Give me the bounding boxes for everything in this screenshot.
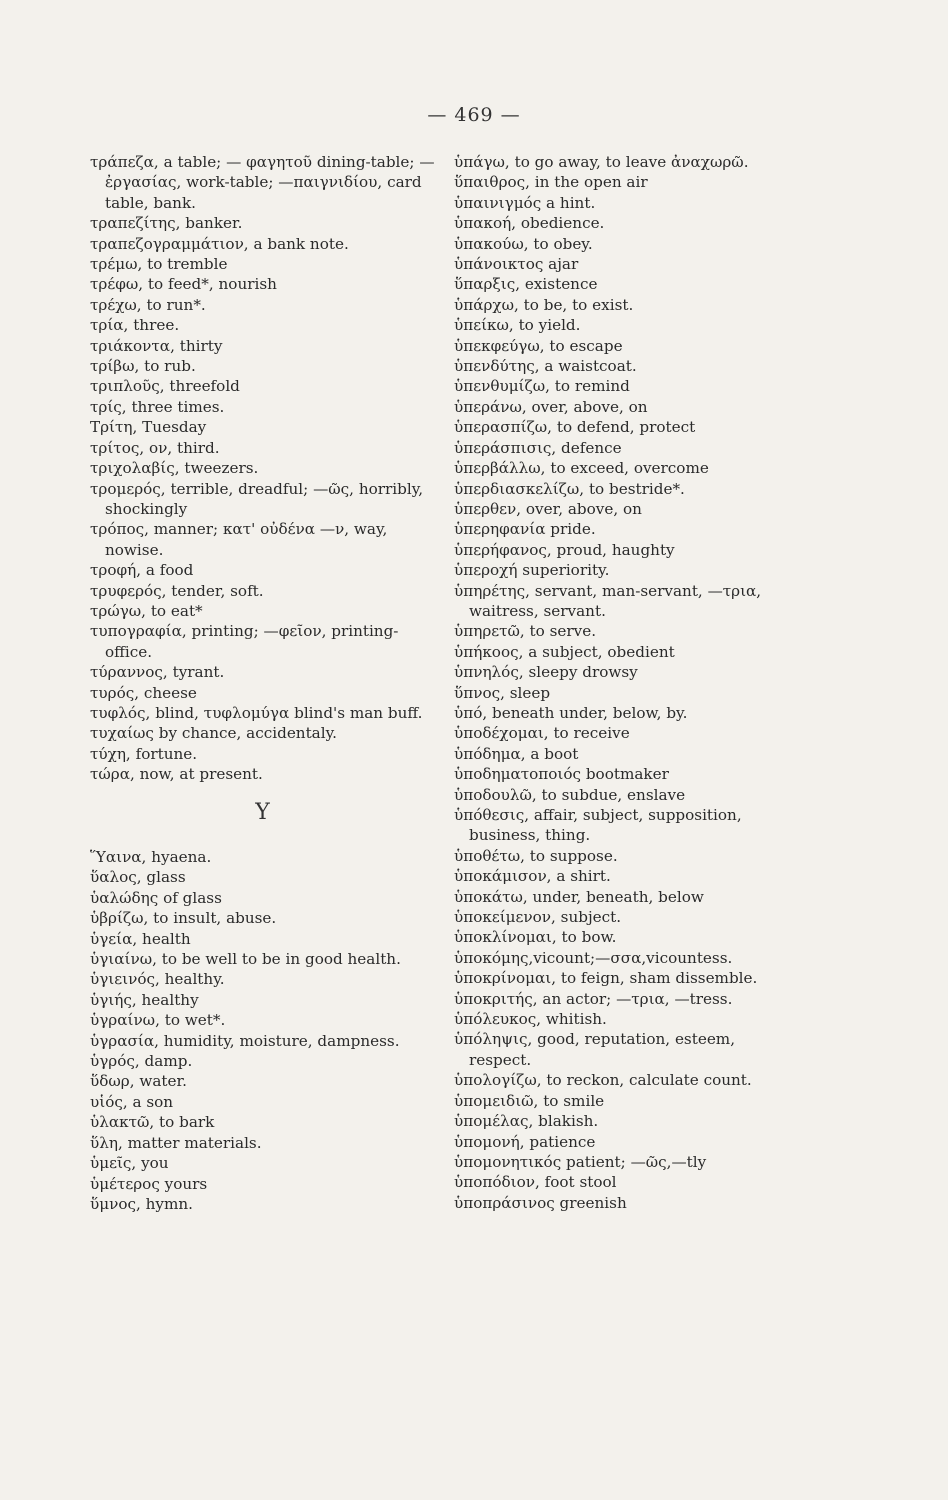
dictionary-entry: ὑπόδημα, a boot — [454, 744, 579, 763]
dictionary-entry: τυφλός, blind, τυφλομύγα blind's man buff. — [90, 703, 423, 722]
dictionary-entry: ὑποκάμισον, a shirt. — [454, 867, 611, 886]
dictionary-entry: τρόπος, manner; κατ' οὐδένα —ν, way, nowise. — [90, 520, 388, 559]
dictionary-entry: ὑπομονή, patience — [454, 1132, 596, 1151]
dictionary-entry: τριχολαβίς, tweezers. — [90, 459, 259, 478]
dictionary-entry: ὑπόληψις, good, reputation, esteem, respect. — [454, 1030, 736, 1069]
dictionary-entry: ὑπακοή, obedience. — [454, 214, 605, 233]
dictionary-entry: ὑποδηματοποιός bootmaker — [454, 765, 669, 784]
dictionary-entry: ὑποδέχομαι, to receive — [454, 724, 630, 743]
dictionary-entry: ὑποθέτω, to suppose. — [454, 846, 618, 865]
dictionary-entry: τρία, three. — [90, 316, 180, 335]
dictionary-entry: ὑπερδιασκελίζω, to bestride*. — [454, 479, 685, 498]
dictionary-entry: τυχαίως by chance, accidentaly. — [90, 724, 337, 743]
dictionary-entry: ὑμέτερος yours — [90, 1174, 208, 1193]
dictionary-entry: ὕμνος, hymn. — [90, 1194, 194, 1213]
dictionary-entry: ὑπήκοος, a subject, obedient — [454, 642, 675, 661]
dictionary-entry: τρέμω, to tremble — [90, 255, 228, 274]
dictionary-entry: ὑπεκφεύγω, to escape — [454, 336, 623, 355]
dictionary-entry: ὑποκλίνομαι, to bow. — [454, 928, 617, 947]
dictionary-entry: ὑαλώδης of glass — [90, 888, 222, 907]
dictionary-entry: ὑπηρετῶ, to serve. — [454, 622, 597, 641]
right-column — [454, 152, 794, 1213]
dictionary-entry: ὕπαρξις, existence — [454, 275, 598, 294]
dictionary-entry: ὑπεράνω, over, above, on — [454, 397, 648, 416]
dictionary-entry: ὑγρασία, humidity, moisture, dampness. — [90, 1031, 400, 1050]
dictionary-entry: τύραννος, tyrant. — [90, 663, 225, 682]
dictionary-entry: ὑγεία, health — [90, 929, 191, 948]
dictionary-entry: ὑμεῖς, you — [90, 1154, 169, 1173]
dictionary-entry: ὑπομειδιῶ, to smile — [454, 1091, 605, 1110]
left-column — [90, 152, 435, 1214]
dictionary-entry: τυπογραφία, printing; —φεῖον, printing-office. — [90, 622, 399, 661]
dictionary-entry: ὑπηρέτης, servant, man-servant, —τρια, waitress, servant. — [454, 581, 762, 620]
dictionary-entry: τρίβω, to rub. — [90, 357, 196, 376]
dictionary-entry: ὑγιεινός, healthy. — [90, 970, 225, 989]
dictionary-entry: ὑπεράσπισις, defence — [454, 438, 622, 457]
dictionary-entry: υἱός, a son — [90, 1092, 174, 1111]
dictionary-entry: τώρα, now, at present. — [90, 765, 263, 784]
dictionary-entry: τρώγω, to eat* — [90, 601, 203, 620]
dictionary-entry: ὑβρίζω, to insult, abuse. — [90, 909, 277, 928]
dictionary-entry: Ὕαινα, hyaena. — [90, 848, 212, 866]
dictionary-entry: τραπεζογραμμάτιον, a bank note. — [90, 234, 349, 253]
dictionary-entry: ὕπνος, sleep — [454, 683, 551, 702]
dictionary-entry: τριπλοῦς, threefold — [90, 377, 240, 396]
dictionary-entry: ὑποκάτω, under, beneath, below — [454, 887, 704, 906]
dictionary-entry: ὑγιαίνω, to be well to be in good health. — [90, 950, 401, 969]
dictionary-entry: ὕαλος, glass — [90, 868, 186, 887]
dictionary-entry: τρίς, three times. — [90, 397, 225, 416]
dictionary-entry: ὑπενθυμίζω, to remind — [454, 377, 630, 396]
dictionary-entry: ὑπάγω, to go away, to leave ἀναχωρῶ. — [454, 153, 749, 171]
dictionary-entry: ὑπάρχω, to be, to exist. — [454, 295, 634, 314]
dictionary-entry: ὕπαιθρος, in the open air — [454, 173, 648, 192]
dictionary-entry: τυρός, cheese — [90, 683, 197, 702]
dictionary-entry: ὑποκόμης,vicount;—σσα,vicountess. — [454, 948, 733, 967]
dictionary-entry: Τρίτη, Tuesday — [90, 418, 207, 437]
dictionary-entry: ὑπερασπίζω, to defend, protect — [454, 418, 696, 437]
dictionary-entry: ὑπεροχή superiority. — [454, 561, 610, 580]
dictionary-entry: ὑπερήφανος, proud, haughty — [454, 540, 675, 559]
dictionary-entry: ὑγιής, healthy — [90, 990, 199, 1009]
dictionary-entry: ὕλη, matter materials. — [90, 1133, 262, 1152]
dictionary-entry: τράπεζα, a table; — φαγητοῦ dining-table; —ἐργασίας, work-table; —παιγνιδίου, card table, bank. — [90, 153, 435, 212]
dictionary-entry: τύχη, fortune. — [90, 744, 198, 763]
dictionary-entry: ὑπολογίζω, to reckon, calculate count. — [454, 1071, 752, 1090]
dictionary-entry: ὑπόθεσις, affair, subject, supposition, business, thing. — [454, 806, 742, 845]
dictionary-entry: ὑποκείμενον, subject. — [454, 908, 622, 927]
dictionary-entry: ὑποπράσινος greenish — [454, 1193, 627, 1212]
dictionary-entry: τραπεζίτης, banker. — [90, 214, 243, 233]
dictionary-entry: ὑπείκω, to yield. — [454, 316, 581, 335]
page-number: — 469 — — [427, 104, 521, 126]
dictionary-entry: ὑλακτῶ, to bark — [90, 1113, 215, 1132]
dictionary-entry: τριάκοντα, thirty — [90, 336, 223, 355]
dictionary-entry: τρέχω, to run*. — [90, 295, 206, 314]
dictionary-entry: ὑπάνοικτος ajar — [454, 255, 579, 274]
dictionary-entry: ὑπνηλός, sleepy drowsy — [454, 663, 638, 682]
entries-u-list — [90, 847, 435, 1214]
dictionary-entry: ὑπό, beneath under, below, by. — [454, 703, 688, 722]
dictionary-entry: ὑποπόδιον, foot stool — [454, 1173, 617, 1192]
dictionary-entry: ὑπομέλας, blakish. — [454, 1112, 599, 1131]
dictionary-entry: ὑπομονητικός patient; —ῶς,—tly — [454, 1152, 707, 1171]
dictionary-entry: ὕδωρ, water. — [90, 1072, 187, 1091]
letter-heading: Υ — [255, 799, 270, 825]
dictionary-entry: τρυφερός, tender, soft. — [90, 581, 264, 600]
dictionary-entry: ὑγραίνω, to wet*. — [90, 1011, 226, 1030]
dictionary-entry: ὑποδουλῶ, to subdue, enslave — [454, 785, 686, 804]
entries-t-list — [90, 152, 435, 785]
dictionary-entry: ὑποκριτής, an actor; —τρια, —tress. — [454, 989, 733, 1008]
dictionary-entry: τροφή, a food — [90, 561, 194, 580]
dictionary-entry: ὑπερβάλλω, to exceed, overcome — [454, 459, 709, 478]
dictionary-entry: τρέφω, to feed*, nourish — [90, 275, 277, 294]
dictionary-entry: ὑγρός, damp. — [90, 1052, 193, 1071]
dictionary-entry: ὑπαινιγμός a hint. — [454, 193, 596, 212]
dictionary-entry: τρίτος, ον, third. — [90, 438, 220, 457]
dictionary-entry: ὑπενδύτης, a waistcoat. — [454, 357, 637, 376]
dictionary-entry: ὑπόλευκος, whitish. — [454, 1010, 607, 1029]
entries-u-list-continued — [454, 152, 794, 1213]
dictionary-entry: ὑποκρίνομαι, to feign, sham dissemble. — [454, 969, 758, 988]
dictionary-entry: ὑπερθεν, over, above, on — [454, 499, 642, 518]
dictionary-entry: τρομερός, terrible, dreadful; —ῶς, horribly, shockingly — [90, 479, 424, 518]
dictionary-entry: ὑπερηφανία pride. — [454, 520, 596, 539]
dictionary-entry: ὑπακούω, to obey. — [454, 234, 593, 253]
